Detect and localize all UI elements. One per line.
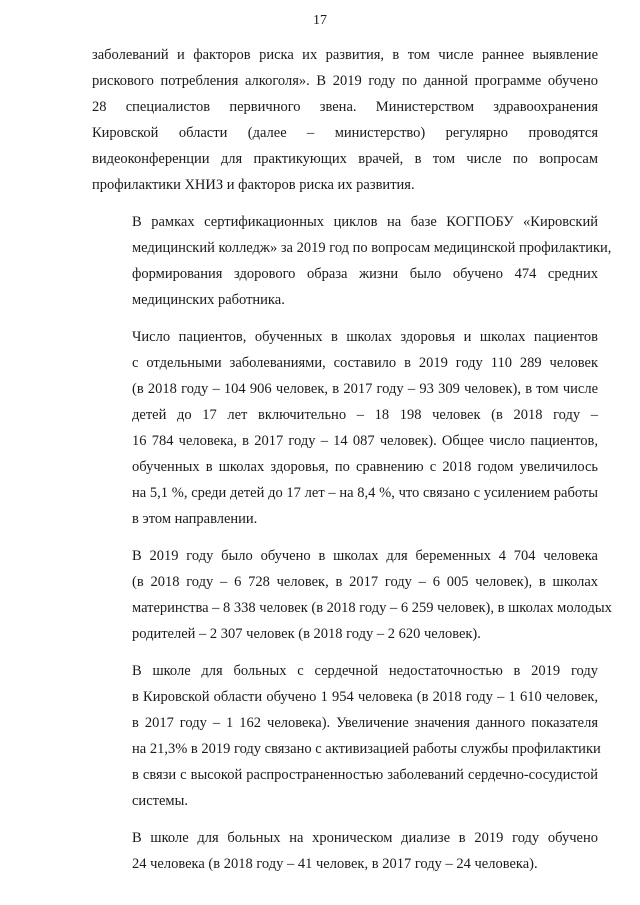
text-line: с отдельными заболеваниями, составило в 2019 году 110 289 человек — [132, 355, 598, 371]
text-line: в связи с высокой распространенностью заболеваний сердечно-сосудистой — [132, 767, 598, 783]
body-text — [92, 42, 612, 888]
text-line: (в 2018 году – 104 906 человек, в 2017 году – 93 309 человек), в том числе — [132, 381, 598, 397]
text-line: В школе для больных с сердечной недостаточностью в 2019 году — [132, 663, 598, 679]
text-line: в этом направлении. — [132, 511, 258, 527]
text-line: формирования здорового образа жизни было обучено 474 средних — [132, 266, 598, 282]
text-line: медицинский колледж» за 2019 год по вопросам медицинской профилактики, — [132, 240, 612, 256]
text-line: в Кировской области обучено 1 954 человека (в 2018 году – 1 610 человек, — [132, 689, 598, 705]
paragraph-4 — [92, 543, 612, 647]
text-line: материнства – 8 338 человек (в 2018 году – 6 259 человек), в школах молодых — [132, 600, 612, 616]
text-line: профилактики ХНИЗ и факторов риска их развития. — [92, 177, 415, 193]
paragraph-6 — [92, 825, 598, 877]
page-number: 17 — [313, 13, 327, 28]
text-line: В школе для больных на хроническом диализе в 2019 году обучено — [132, 830, 598, 846]
paragraph-1 — [92, 42, 598, 198]
text-line: родителей – 2 307 человек (в 2018 году – 2 620 человек). — [132, 626, 481, 642]
text-line: 16 784 человека, в 2017 году – 14 087 человек). Общее число пациентов, — [132, 433, 598, 449]
text-line: В 2019 году было обучено в школах для беременных 4 704 человека — [132, 548, 598, 564]
text-line: Кировской области (далее – министерство) регулярно проводятся — [92, 125, 598, 141]
text-line: в 2017 году – 1 162 человека). Увеличение значения данного показателя — [132, 715, 598, 731]
paragraph-2 — [92, 209, 612, 313]
text-line: на 5,1 %, среди детей до 17 лет – на 8,4 %, что связано с усилением работы — [132, 485, 598, 501]
text-line: обученных в школах здоровья, по сравнению с 2018 годом увеличилось — [132, 459, 598, 475]
text-line: видеоконференции для практикующих врачей, в том числе по вопросам — [92, 151, 598, 167]
text-line: детей до 17 лет включительно – 18 198 человек (в 2018 году – — [132, 407, 598, 423]
text-line: рискового потребления алкоголя». В 2019 году по данной программе обучено — [92, 73, 598, 89]
text-line: медицинских работника. — [132, 292, 285, 308]
text-line: заболеваний и факторов риска их развития, в том числе раннее выявление — [92, 47, 598, 63]
text-line: Число пациентов, обученных в школах здоровья и школах пациентов — [132, 329, 598, 345]
text-line: (в 2018 году – 6 728 человек, в 2017 году – 6 005 человек), в школах — [132, 574, 598, 590]
text-line: В рамках сертификационных циклов на базе КОГПОБУ «Кировский — [132, 214, 598, 230]
text-line: на 21,3% в 2019 году связано с активизацией работы службы профилактики — [132, 741, 601, 757]
text-line: 24 человека (в 2018 году – 41 человек, в 2017 году – 24 человека). — [132, 856, 538, 872]
text-line: системы. — [132, 793, 188, 809]
paragraph-5 — [92, 658, 601, 814]
text-line: 28 специалистов первичного звена. Министерством здравоохранения — [92, 99, 598, 115]
paragraph-3 — [92, 324, 598, 532]
